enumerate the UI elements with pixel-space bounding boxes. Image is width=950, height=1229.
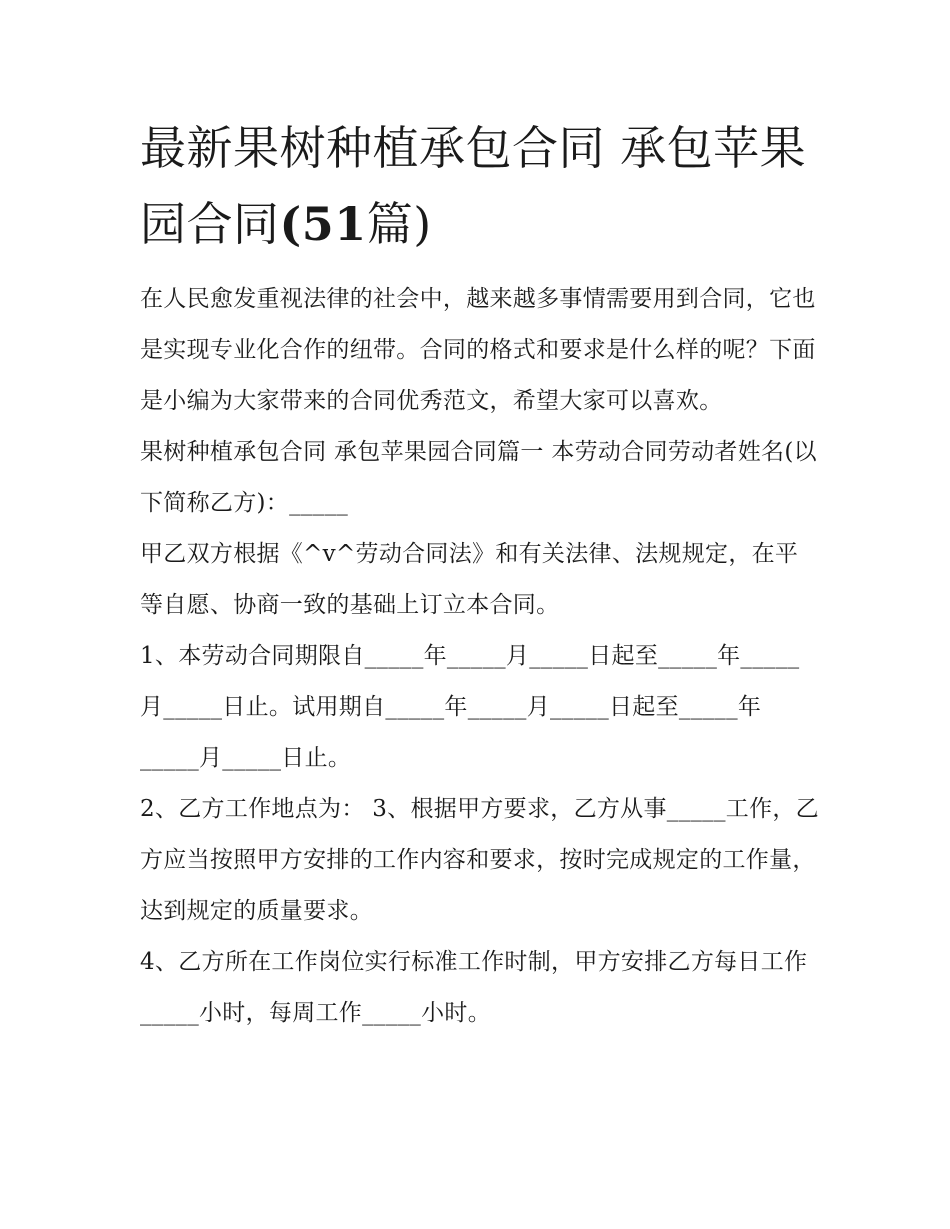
- clause-4-working-hours: 4、乙方所在工作岗位实行标准工作时制，甲方安排乙方每日工作_____小时，每周工作_____小时。: [140, 949, 808, 1026]
- legal-basis-paragraph: 甲乙双方根据《^v^劳动合同法》和有关法律、法规规定，在平等自愿、协商一致的基础上订立本合同。: [140, 541, 799, 618]
- document-page: [140, 110, 820, 1039]
- document-title: [140, 110, 820, 262]
- title-text: 最新果树种植承包合同 承包苹果园合同: [140, 121, 807, 251]
- contract-heading-paragraph: 果树种植承包合同 承包苹果园合同篇一 本劳动合同劳动者姓名(以下简称乙方)：_____: [140, 439, 817, 516]
- clause-1-term: 1、本劳动合同期限自_____年_____月_____日起至_____年_____月_____日止。试用期自_____年_____月_____日起至_____年_____月_____日止。: [140, 643, 800, 771]
- intro-paragraph: 在人民愈发重视法律的社会中，越来越多事情需要用到合同，它也是实现专业化合作的纽带。合同的格式和要求是什么样的呢？下面是小编为大家带来的合同优秀范文，希望大家可以喜欢。: [140, 286, 816, 414]
- clause-2-3-workplace: 2、乙方工作地点为： 3、根据甲方要求，乙方从事_____工作，乙方应当按照甲方安排的工作内容和要求，按时完成规定的工作量，达到规定的质量要求。: [140, 796, 819, 924]
- title-count: (51: [279, 197, 367, 251]
- title-suffix: 篇): [366, 197, 432, 251]
